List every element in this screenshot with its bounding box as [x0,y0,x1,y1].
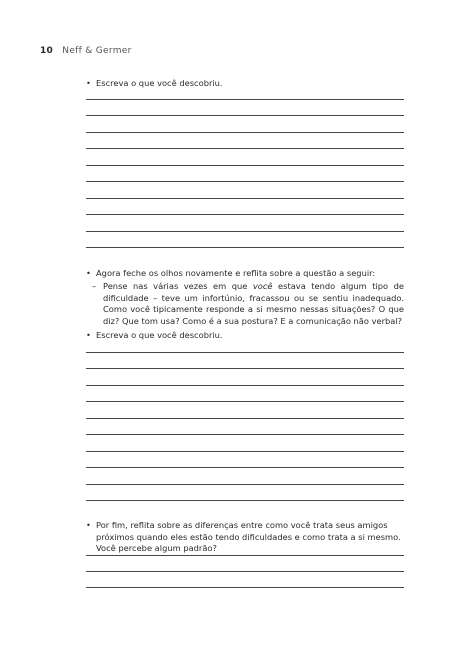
writing-line[interactable] [86,451,404,452]
writing-line[interactable] [86,132,404,133]
question-text-rest: estava tendo algum tipo de dificuldade – teve um infortúnio, fracassou ou se sentiu inadequado. Como você tipicamente responde a si mesmo nessas situações? O que diz? Que tom usa? Como é a sua postura? E a comunicação não verbal? [103,281,404,326]
writing-line[interactable] [86,500,404,501]
writing-line[interactable] [86,571,404,572]
writing-line[interactable] [86,401,404,402]
bullet-point: • [86,78,91,88]
bullet-point: • [86,520,91,530]
writing-line[interactable] [86,99,404,100]
bullet-point: • [86,330,91,340]
writing-line[interactable] [86,418,404,419]
page-header [40,46,132,56]
writing-line[interactable] [86,484,404,485]
writing-line[interactable] [86,181,404,182]
dash-marker: – [92,281,97,291]
prompt-write-findings-1: Escreva o que você descobriu. [96,78,223,88]
writing-line[interactable] [86,434,404,435]
writing-line[interactable] [86,115,404,116]
writing-line[interactable] [86,148,404,149]
writing-line[interactable] [86,555,404,556]
writing-line[interactable] [86,165,404,166]
bullet-point: • [86,268,91,278]
writing-line[interactable] [86,214,404,215]
question-text-start: Pense nas várias vezes em que [103,281,253,291]
writing-line[interactable] [86,385,404,386]
writing-line[interactable] [86,198,404,199]
writing-line[interactable] [86,368,404,369]
prompt-compare-friends: Por fim, reflita sobre as diferenças entre como você trata seus amigos próximos quando eles estão tendo dificuldades e como trata a si mesmo. Você percebe algum padrão? [96,520,401,554]
writing-line[interactable] [86,352,404,353]
page-number: 10 [40,46,54,56]
writing-line[interactable] [86,247,404,248]
prompt-close-eyes: Agora feche os olhos novamente e reflita sobre a questão a seguir: [96,268,376,278]
writing-line[interactable] [86,467,404,468]
reflection-question [92,281,404,327]
question-text-emphasis: você [252,281,273,291]
running-head-authors: Neff & Germer [62,46,132,56]
writing-line[interactable] [86,587,404,588]
writing-line[interactable] [86,231,404,232]
prompt-write-findings-2: Escreva o que você descobriu. [96,330,223,340]
